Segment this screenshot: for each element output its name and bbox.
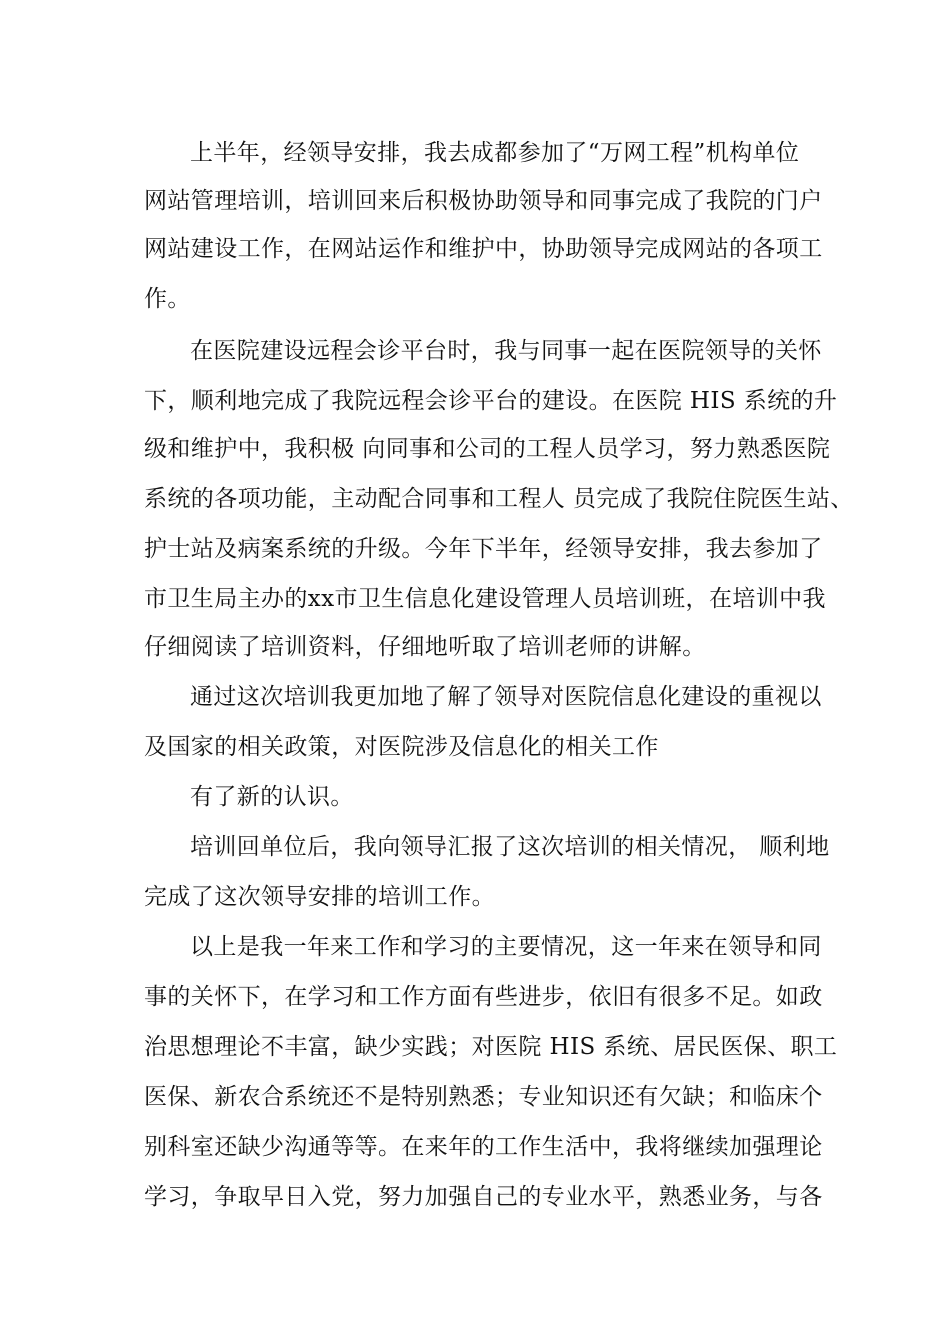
text-line: 在医院建设远程会诊平台时，我与同事一起在医院领导的关怀	[190, 338, 822, 364]
text-line: 仔细阅读了培训资料，仔细地听取了培训老师的讲解。	[144, 634, 706, 660]
text-line: 及国家的相关政策，对医院涉及信息化的相关工作	[144, 734, 659, 760]
text-line: 别科室还缺少沟通等等。在来年的工作生活中，我将继续加强理论	[144, 1134, 823, 1160]
text-line: 下，顺利地完成了我院远程会诊平台的建设。在医院 HIS 系统的升	[144, 388, 838, 414]
text-line: 培训回单位后，我向领导汇报了这次培训的相关情况， 顺利地	[190, 834, 830, 860]
text-line: 护士站及病案系统的升级。今年下半年，经领导安排，我去参加了	[144, 536, 823, 562]
text-line: 网站建设工作，在网站运作和维护中，协助领导完成网站的各项工	[144, 236, 823, 262]
text-line: 系统的各项功能，主动配合同事和工程人 员完成了我院住院医生站、	[144, 486, 854, 512]
text-line: 级和维护中，我积极 向同事和公司的工程人员学习，努力熟悉医院	[144, 436, 831, 462]
text-line: 通过这次培训我更加地了解了领导对医院信息化建设的重视以	[190, 684, 822, 710]
text-line: 作。	[144, 286, 191, 312]
text-line: 医保、新农合系统还不是特别熟悉；专业知识还有欠缺；和临床个	[144, 1084, 823, 1110]
text-line: 事的关怀下，在学习和工作方面有些进步，依旧有很多不足。如政	[144, 984, 823, 1010]
text-line: 以上是我一年来工作和学习的主要情况，这一年来在领导和同	[190, 934, 822, 960]
text-line: 网站管理培训，培训回来后积极协助领导和同事完成了我院的门户	[144, 188, 823, 214]
text-line: 有了新的认识。	[190, 784, 354, 810]
text-line: 市卫生局主办的xx市卫生信息化建设管理人员培训班，在培训中我	[144, 586, 826, 612]
text-line: 完成了这次领导安排的培训工作。	[144, 884, 495, 910]
text-line: 学习，争取早日入党，努力加强自己的专业水平，熟悉业务，与各	[144, 1184, 823, 1210]
text-line: 治思想理论不丰富，缺少实践；对医院 HIS 系统、居民医保、职工	[144, 1034, 838, 1060]
text-line: 上半年，经领导安排，我去成都参加了“万网工程”机构单位	[190, 140, 800, 166]
